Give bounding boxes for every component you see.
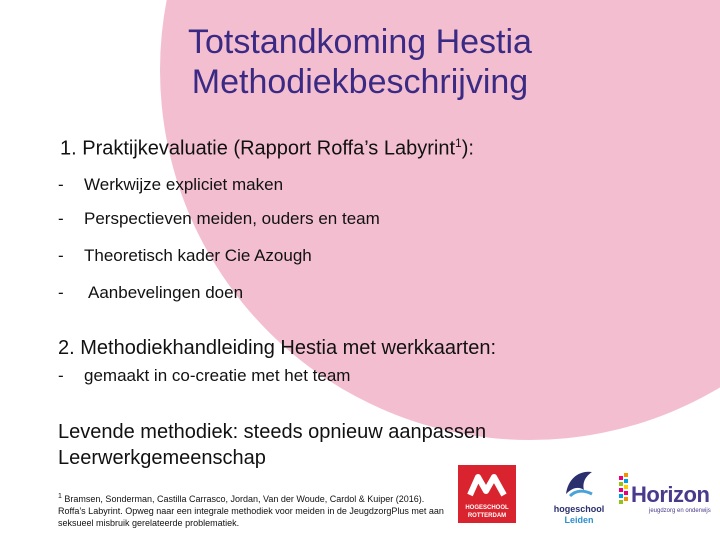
slide-title <box>120 22 600 102</box>
leiden-emblem-icon <box>562 466 596 500</box>
bullet-item <box>58 246 312 266</box>
bullet-item <box>58 175 283 195</box>
hogeschool-rotterdam-logo <box>458 465 516 523</box>
bullet-dash: - <box>58 366 64 385</box>
horizon-tagline: jeugdzorg en onderwijs <box>649 508 711 514</box>
rotterdam-line-2: ROTTERDAM <box>467 513 507 519</box>
rotterdam-mark-icon <box>466 471 508 501</box>
leiden-line-1: hogeschool <box>553 504 605 514</box>
horizon-logo <box>617 470 717 520</box>
title-line-1: Totstandkoming Hestia <box>188 23 532 61</box>
section2-heading: 2. Methodiekhandleiding Hestia met werkkaarten: <box>58 337 497 359</box>
rotterdam-line-1: HOGESCHOOL <box>465 505 509 511</box>
bullet-text: Werkwijze expliciet maken <box>84 175 284 194</box>
bullet-text: Perspectieven meiden, ouders en team <box>84 209 380 228</box>
bullet-dash: - <box>58 283 64 302</box>
section1-heading-text: 1. Praktijkevaluatie (Rapport Roffa’s Labyrint <box>60 137 456 160</box>
bullet-text: gemaakt in co-creatie met het team <box>84 366 351 385</box>
bullet-dash: - <box>58 175 64 194</box>
closing-line-2: Leerwerkgemeenschap <box>58 447 266 469</box>
footnote-text: Bramsen, Sonderman, Castilla Carrasco, Jordan, Van der Woude, Cardol & Kuiper (2016). Roffa’s Labyrint. Opweg naar een integrale methodiek voor meiden in de JeugdzorgPlus met aan seksueel misbruik gerelateerde problematiek. <box>58 494 444 528</box>
leiden-line-2: Leiden <box>564 515 594 525</box>
hogeschool-leiden-logo <box>548 466 610 526</box>
footnote-number: 1 <box>58 493 62 500</box>
bullet-text: Aanbevelingen doen <box>88 283 244 302</box>
section1-heading-end: ): <box>461 137 474 160</box>
section2-bullet <box>58 366 350 386</box>
section1-heading <box>60 136 474 161</box>
bullet-text: Theoretisch kader Cie Azough <box>84 246 312 265</box>
bullet-dash: - <box>58 246 64 265</box>
footnote <box>58 491 448 529</box>
title-line-2: Methodiekbeschrijving <box>191 63 529 101</box>
horizon-wordmark: Horizon <box>631 482 710 507</box>
bullet-item <box>58 283 243 303</box>
footnote-ref: 1 <box>455 136 462 150</box>
closing-line-1: Levende methodiek: steeds opnieuw aanpassen <box>58 421 487 443</box>
bullet-item <box>58 209 380 229</box>
bullet-dash: - <box>58 209 64 228</box>
